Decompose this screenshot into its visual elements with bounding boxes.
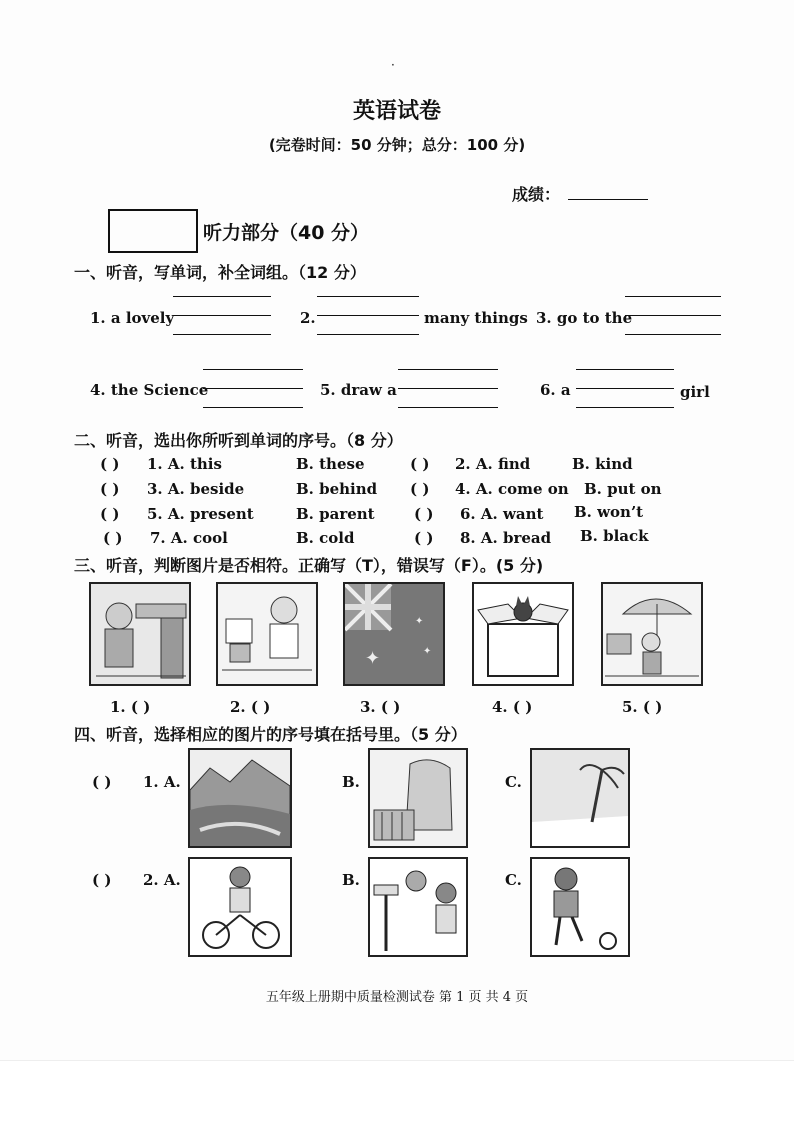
exam-subtitle: (完卷时间：50 分钟；总分：100 分) xyxy=(268,136,526,154)
listening-part-title: 听力部分（40 分） xyxy=(203,222,370,244)
s3-answer-1[interactable]: 1. ( ) xyxy=(110,698,151,716)
s1-item-6-suffix: girl xyxy=(680,383,710,401)
s4-q2-option-b: B. xyxy=(342,871,360,889)
s4-q2-picture-a-bike xyxy=(188,857,292,957)
s1-item-1-line xyxy=(173,334,271,335)
s1-item-5-prefix: 5. draw a xyxy=(320,381,397,399)
score-label: 成绩： xyxy=(512,185,561,204)
s2-q7-option-b: B. cold xyxy=(296,529,355,547)
s2-paren[interactable]: ( ) xyxy=(410,480,430,498)
s2-q6-option-a: 6. A. want xyxy=(460,505,544,523)
s2-paren[interactable]: ( ) xyxy=(100,455,120,473)
s1-item-6-line xyxy=(576,369,674,370)
s1-item-5-line xyxy=(398,369,498,370)
s1-item-2-line xyxy=(317,315,419,316)
s2-q3-option-a: 3. A. beside xyxy=(147,480,245,498)
s4-q1-label: 1. A. xyxy=(143,773,181,791)
s1-item-4-line xyxy=(203,407,303,408)
s2-q5-option-b: B. parent xyxy=(296,505,375,523)
svg-text:✦: ✦ xyxy=(365,648,381,669)
s3-answer-4[interactable]: 4. ( ) xyxy=(492,698,533,716)
svg-text:✦: ✦ xyxy=(423,646,432,657)
s1-item-1-line xyxy=(173,315,271,316)
s4-q2-paren[interactable]: ( ) xyxy=(92,871,112,889)
s2-q5-option-a: 5. A. present xyxy=(147,505,254,523)
part-score-box[interactable] xyxy=(108,209,198,253)
s4-q1-picture-c-beach xyxy=(530,748,630,848)
s3-answer-3[interactable]: 3. ( ) xyxy=(360,698,401,716)
s4-q2-picture-b-basketball xyxy=(368,857,468,957)
s4-q2-option-c: C. xyxy=(505,871,522,889)
s2-paren[interactable]: ( ) xyxy=(414,529,434,547)
s1-item-4-line xyxy=(203,388,303,389)
s2-q4-option-b: B. put on xyxy=(584,480,662,498)
s2-q1-option-a: 1. A. this xyxy=(147,455,222,473)
score-blank[interactable] xyxy=(568,199,648,200)
page-footer: 五年级上册期中质量检测试卷 第 1 页 共 4 页 xyxy=(265,990,529,1005)
s1-item-4-line xyxy=(203,369,303,370)
s2-q2-option-a: 2. A. find xyxy=(455,455,531,473)
section3-heading: 三、听音，判断图片是否相符。正确写（T），错误写（F）。(5 分) xyxy=(74,556,544,575)
s4-q1-picture-b-building xyxy=(368,748,468,848)
s4-q1-paren[interactable]: ( ) xyxy=(92,773,112,791)
s2-q7-option-a: 7. A. cool xyxy=(150,529,228,547)
s4-q1-option-c: C. xyxy=(505,773,522,791)
s4-q2-picture-c-soccer xyxy=(530,857,630,957)
s3-picture-1-girl-desk xyxy=(89,582,191,686)
svg-text:✦: ✦ xyxy=(415,616,424,627)
s3-picture-4-cat-in-box xyxy=(472,582,574,686)
s1-item-3-line xyxy=(625,296,721,297)
top-dot: · xyxy=(391,58,395,72)
s1-item-2-prefix: 2. xyxy=(300,309,316,327)
s2-q2-option-b: B. kind xyxy=(572,455,633,473)
s4-q1-option-b: B. xyxy=(342,773,360,791)
s4-q2-label: 2. A. xyxy=(143,871,181,889)
s3-answer-2[interactable]: 2. ( ) xyxy=(230,698,271,716)
section1-heading: 一、听音，写单词，补全词组。（12 分） xyxy=(74,263,366,282)
s3-picture-3-flag xyxy=(343,582,445,686)
s1-item-2-suffix: many things xyxy=(424,309,528,327)
section2-heading: 二、听音，选出你所听到单词的序号。（8 分） xyxy=(74,431,403,450)
s1-item-2-line xyxy=(317,334,419,335)
s2-q6-option-b: B. won’t xyxy=(574,503,644,521)
s2-q8-option-a: 8. A. bread xyxy=(460,529,552,547)
s2-paren[interactable]: ( ) xyxy=(103,529,123,547)
s2-paren[interactable]: ( ) xyxy=(100,480,120,498)
s1-item-2-line xyxy=(317,296,419,297)
s1-item-1-prefix: 1. a lovely xyxy=(90,309,175,327)
s2-paren[interactable]: ( ) xyxy=(414,505,434,523)
s1-item-3-line xyxy=(625,315,721,316)
s1-item-1-line xyxy=(173,296,271,297)
s1-item-5-line xyxy=(398,407,498,408)
s1-item-6-line xyxy=(576,388,674,389)
s1-item-5-line xyxy=(398,388,498,389)
s3-picture-2-boy-computer xyxy=(216,582,318,686)
s2-q4-option-a: 4. A. come on xyxy=(455,480,569,498)
s2-q1-option-b: B. these xyxy=(296,455,365,473)
s1-item-4-prefix: 4. the Science xyxy=(90,381,209,399)
page-margin xyxy=(0,1060,794,1124)
s2-q3-option-b: B. behind xyxy=(296,480,378,498)
s1-item-6-prefix: 6. a xyxy=(540,381,571,399)
s1-item-3-prefix: 3. go to the xyxy=(536,309,633,327)
s4-q1-picture-a-mountains xyxy=(188,748,292,848)
s3-answer-5[interactable]: 5. ( ) xyxy=(622,698,663,716)
s3-picture-5-girl-umbrella xyxy=(601,582,703,686)
s1-item-3-line xyxy=(625,334,721,335)
exam-title: 英语试卷 xyxy=(352,99,441,124)
s2-paren[interactable]: ( ) xyxy=(100,505,120,523)
s2-q8-option-b: B. black xyxy=(580,527,649,545)
s2-paren[interactable]: ( ) xyxy=(410,455,430,473)
section4-heading: 四、听音，选择相应的图片的序号填在括号里。（5 分） xyxy=(74,725,467,744)
s1-item-6-line xyxy=(576,407,674,408)
